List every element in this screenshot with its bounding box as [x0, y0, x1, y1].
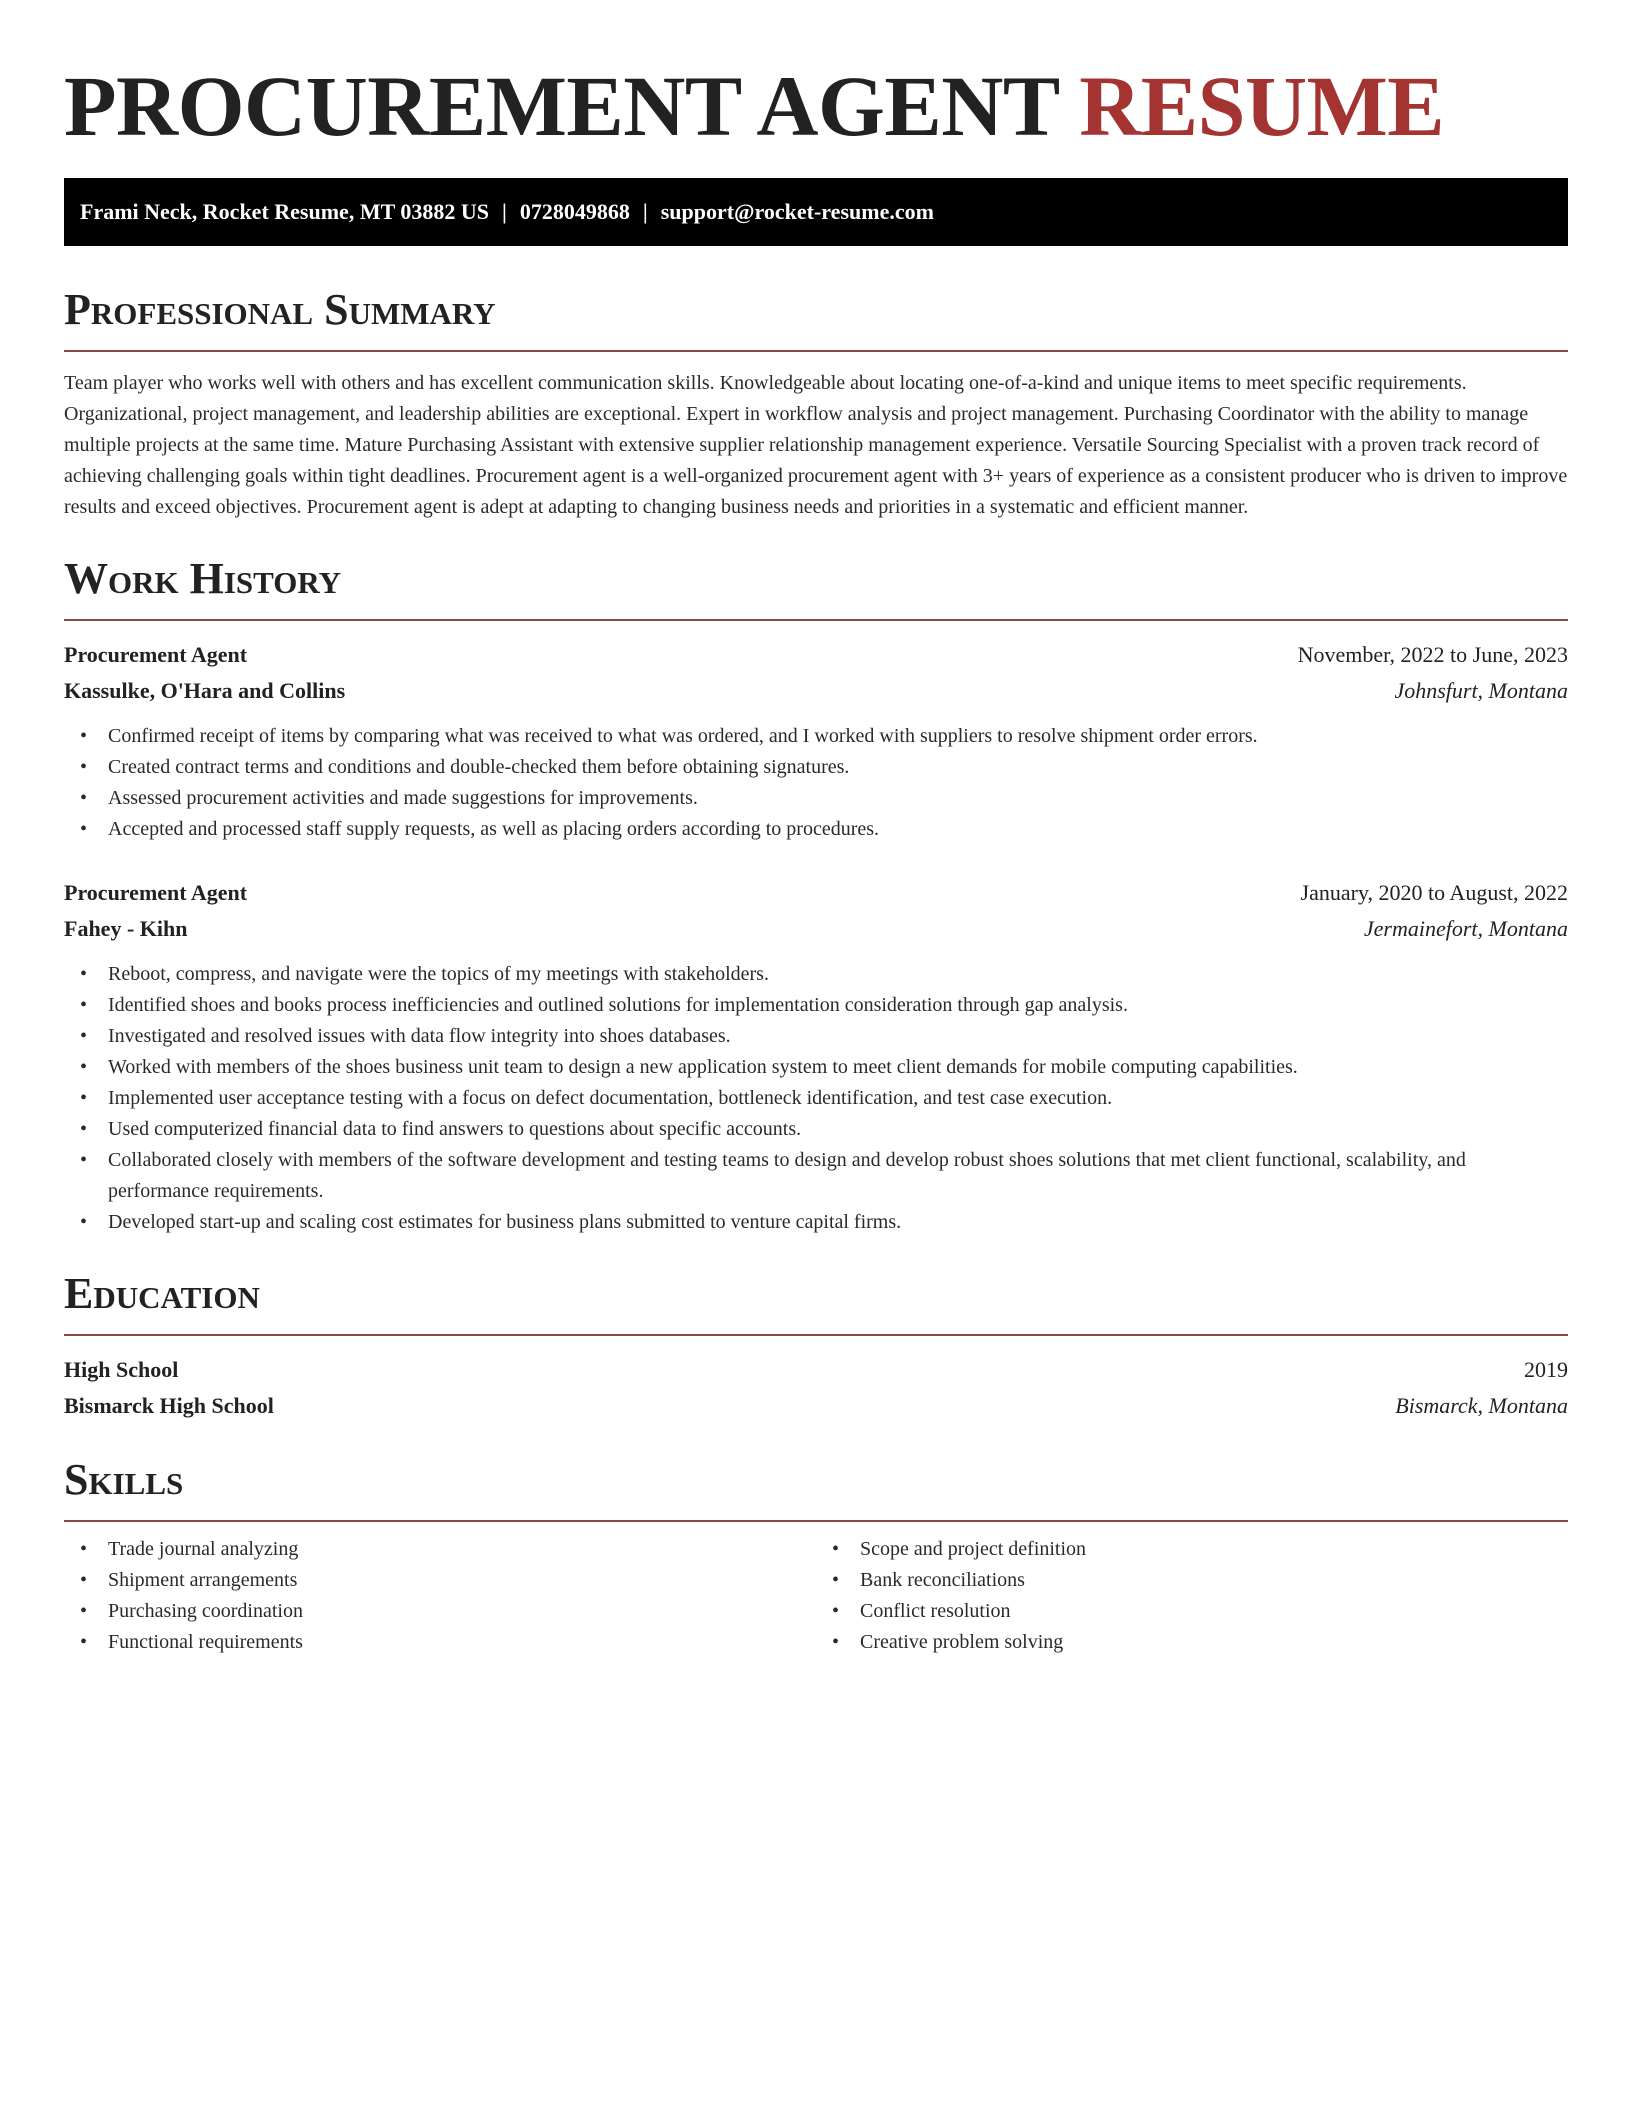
education-year: 2019: [1524, 1357, 1568, 1382]
list-item: • Reboot, compress, and navigate were the topics of my meetings with stakeholders.: [64, 959, 1568, 990]
skill-item: • Shipment arrangements: [64, 1565, 816, 1596]
job-title: Procurement Agent: [64, 880, 248, 905]
skill-item: • Functional requirements: [64, 1627, 816, 1658]
education-heading: Education: [64, 1269, 260, 1318]
spacer: [64, 845, 1568, 875]
list-item: • Implemented user acceptance testing with a focus on defect documentation, bottleneck identification, and test case execution.: [64, 1083, 1568, 1114]
skills-column-right: [816, 1534, 1568, 1658]
skills-heading: Skills: [64, 1455, 184, 1504]
page-title: [64, 56, 1568, 156]
skill-item: • Trade journal analyzing: [64, 1534, 816, 1565]
list-item: • Collaborated closely with members of the software development and testing teams to design and develop robust shoes solutions that met client functional, scalability, and performance requirements.: [64, 1145, 1568, 1207]
contact-bar: [64, 178, 1568, 246]
contact-separator: |: [642, 199, 648, 224]
section-divider: [64, 619, 1568, 621]
contact-phone: 0728049868: [519, 199, 630, 224]
education-school: Bismarck High School: [64, 1393, 274, 1418]
education-entry: [64, 1352, 1568, 1424]
list-item: • Accepted and processed staff supply requests, as well as placing orders according to procedures.: [64, 814, 1568, 845]
list-item: • Developed start-up and scaling cost estimates for business plans submitted to venture capital firms.: [64, 1207, 1568, 1238]
job-bullets: [64, 959, 1568, 1238]
skill-item: • Creative problem solving: [816, 1627, 1568, 1658]
job-entry: [64, 637, 1568, 845]
list-item: • Created contract terms and conditions and double-checked them before obtaining signatures.: [64, 752, 1568, 783]
job-location: Jermainefort, Montana: [1363, 916, 1568, 941]
education-header-row: [64, 1352, 1568, 1388]
skill-item: • Bank reconciliations: [816, 1565, 1568, 1596]
skills-column-left: [64, 1534, 816, 1658]
job-entry: [64, 875, 1568, 1238]
job-dates: November, 2022 to June, 2023: [1297, 642, 1568, 667]
section-divider: [64, 1520, 1568, 1522]
title-accent: RESUME: [1079, 58, 1445, 154]
skill-item: • Scope and project definition: [816, 1534, 1568, 1565]
list-item: • Assessed procurement activities and made suggestions for improvements.: [64, 783, 1568, 814]
job-company: Fahey - Kihn: [64, 916, 188, 941]
summary-text: Team player who works well with others and has excellent communication skills. Knowledgeable about locating one-of-a-kind and unique items to meet specific requirements. Organizational, project management, and leadership abilities are exceptional. Expert in workflow analysis and project management. Purchasing Coordinator with the ability to manage multiple projects at the same time. Mature Purchasing Assistant with extensive supplier relationship management experience. Versatile Sourcing Specialist with a proven track record of achieving challenging goals within tight deadlines. Procurement agent is a well-organized procurement agent with 3+ years of experience as a consistent producer who is driven to improve results and exceed objectives. Procurement agent is adept at adapting to changing business needs and priorities in a systematic and efficient manner.: [64, 372, 1568, 518]
job-company: Kassulke, O'Hara and Collins: [64, 678, 346, 703]
list-item: • Investigated and resolved issues with data flow integrity into shoes databases.: [64, 1021, 1568, 1052]
education-school-row: [64, 1388, 1568, 1424]
contact-separator: |: [501, 199, 507, 224]
job-dates: January, 2020 to August, 2022: [1300, 880, 1568, 905]
list-item: • Identified shoes and books process inefficiencies and outlined solutions for implementation consideration through gap analysis.: [64, 990, 1568, 1021]
title-main: PROCUREMENT AGENT: [64, 58, 1059, 154]
job-header-row: [64, 875, 1568, 911]
skill-item: • Conflict resolution: [816, 1596, 1568, 1627]
list-item: • Worked with members of the shoes business unit team to design a new application system to meet client demands for mobile computing capabilities.: [64, 1052, 1568, 1083]
job-location: Johnsfurt, Montana: [1394, 678, 1568, 703]
job-title: Procurement Agent: [64, 642, 248, 667]
skills-grid: [64, 1534, 1568, 1658]
section-divider: [64, 1334, 1568, 1336]
job-bullets: [64, 721, 1568, 845]
section-divider: [64, 350, 1568, 352]
contact-address: Frami Neck, Rocket Resume, MT 03882 US: [80, 199, 489, 224]
education-degree: High School: [64, 1357, 179, 1382]
contact-email: support@rocket-resume.com: [660, 199, 934, 224]
work-history-heading: Work History: [64, 554, 342, 603]
education-location: Bismarck, Montana: [1395, 1393, 1568, 1418]
job-header-row: [64, 637, 1568, 673]
job-company-row: [64, 911, 1568, 947]
job-company-row: [64, 673, 1568, 709]
summary-heading: Professional Summary: [64, 285, 496, 334]
list-item: • Used computerized financial data to find answers to questions about specific accounts.: [64, 1114, 1568, 1145]
skill-item: • Purchasing coordination: [64, 1596, 816, 1627]
list-item: • Confirmed receipt of items by comparing what was received to what was ordered, and I worked with suppliers to resolve shipment order errors.: [64, 721, 1568, 752]
